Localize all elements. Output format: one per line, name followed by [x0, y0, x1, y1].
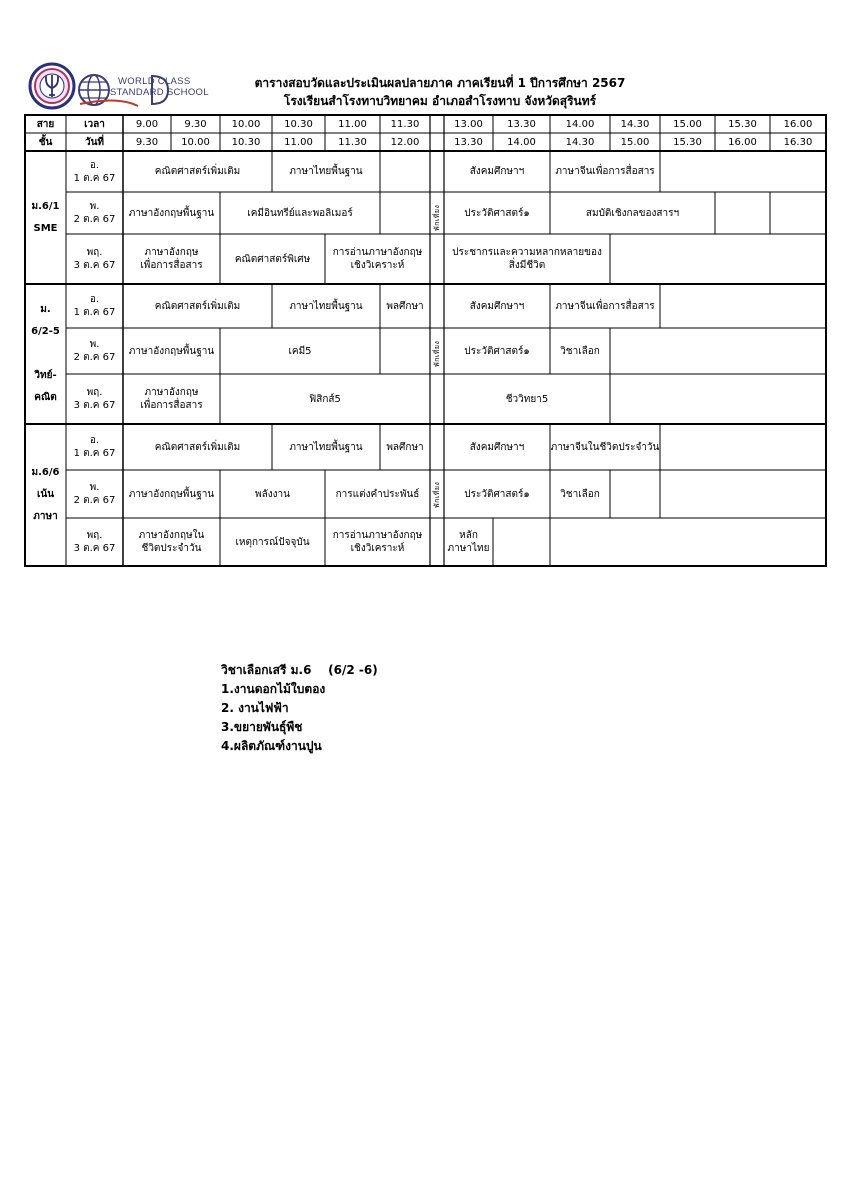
exam-cell [660, 151, 826, 192]
time-end: 14.00 [507, 136, 536, 148]
exam-cell: สังคมศึกษาฯ [469, 300, 525, 312]
exam-cell [610, 328, 826, 374]
time-end: 10.30 [231, 136, 261, 148]
day-date: 2 ต.ค 67 [73, 214, 116, 225]
logo-text-line2: STANDARD SCHOOL [110, 87, 209, 98]
day-name: พฤ. [86, 387, 103, 398]
exam-cell: ภาษาจีนในชีวิตประจำวัน [550, 441, 660, 453]
day-name: พฤ. [86, 247, 103, 258]
time-start: 14.30 [620, 118, 650, 130]
exam-cell: สังคมศึกษาฯ [469, 166, 525, 177]
day-cell [66, 192, 123, 234]
exam-cell: ภาษาอังกฤษ เพื่อการสื่อสาร [140, 247, 203, 271]
exam-cell: ประวัติศาสตร์๑ [464, 488, 530, 500]
header-time-label: เวลา [84, 118, 105, 130]
day-name: อ. [89, 435, 100, 446]
elective-item: 2. งานไฟฟ้า [221, 701, 289, 715]
day-cell [66, 470, 123, 518]
exam-cell: ภาษาอังกฤษใน ชีวิตประจำวัน [138, 530, 205, 554]
time-end: 12.00 [390, 136, 420, 148]
exam-cell: เหตุการณ์ปัจจุบัน [235, 536, 310, 548]
time-end: 9.30 [135, 136, 159, 148]
exam-cell [610, 234, 826, 284]
exam-cell: ภาษาไทยพื้นฐาน [289, 441, 363, 453]
elective-item: 4.ผลิตภัณฑ์งานปูน [221, 739, 322, 753]
exam-cell: หลัก ภาษาไทย [447, 530, 490, 554]
time-start: 13.00 [454, 118, 483, 130]
day-cell [66, 424, 123, 470]
exam-cell [660, 470, 826, 518]
time-start: 9.00 [135, 118, 159, 130]
exam-cell [380, 192, 430, 234]
day-name: พ. [89, 482, 100, 493]
exam-cell: การแต่งคำประพันธ์ [335, 488, 420, 500]
exam-cell [715, 192, 770, 234]
exam-cell: ภาษาจีนเพื่อการสื่อสาร [555, 166, 655, 177]
day-date: 2 ต.ค 67 [73, 495, 116, 506]
group-label: ม. 6/2-5 วิทย์- คณิต [31, 304, 60, 403]
logo-text-line1: WORLD CLASS [118, 76, 191, 87]
time-start: 10.00 [231, 118, 261, 130]
time-start: 14.00 [565, 118, 595, 130]
exam-cell: ภาษาอังกฤษพื้นฐาน [128, 207, 215, 219]
elective-item: 3.ขยายพันธุ์พืช [221, 720, 303, 734]
exam-cell: เคมี5 [288, 345, 312, 357]
day-cell [66, 328, 123, 374]
day-name: อ. [89, 294, 100, 305]
day-date: 3 ต.ค 67 [73, 260, 116, 271]
elective-heading: วิชาเลือกเสรี ม.6 (6/2 -6) [221, 663, 378, 677]
day-date: 1 ต.ค 67 [73, 448, 116, 459]
exam-cell [493, 518, 550, 566]
exam-cell: ภาษาจีนเพื่อการสื่อสาร [555, 300, 655, 312]
day-cell [66, 374, 123, 424]
time-end: 15.30 [673, 136, 702, 148]
exam-cell: การอ่านภาษาอังกฤษ เชิงวิเคราะห์ [332, 530, 423, 554]
exam-cell: การอ่านภาษาอังกฤษ เชิงวิเคราะห์ [332, 247, 423, 271]
exam-cell: พลศึกษา [386, 441, 424, 453]
elective-item: 1.งานดอกไม้ใบตอง [221, 682, 326, 696]
exam-cell [660, 284, 826, 328]
exam-cell: ประวัติศาสตร์๑ [464, 345, 530, 357]
exam-cell [660, 424, 826, 470]
day-cell [66, 234, 123, 284]
time-end: 14.30 [565, 136, 595, 148]
elective-notes [221, 661, 378, 756]
time-end: 16.00 [728, 136, 757, 148]
group-label: ม.6/1 SME [31, 200, 60, 234]
exam-cell: ภาษาไทยพื้นฐาน [289, 300, 363, 312]
exam-cell [770, 192, 826, 234]
time-end: 10.00 [181, 136, 210, 148]
exam-cell: คณิตศาสตร์เพิ่มเติม [154, 166, 241, 177]
exam-cell: ฟิสิกส์5 [309, 393, 341, 405]
day-name: พ. [89, 339, 100, 350]
time-start: 13.30 [507, 118, 536, 130]
exam-cell [380, 151, 430, 192]
lunch-break-label: พักเที่ยง [433, 204, 441, 231]
exam-cell: คณิตศาสตร์พิเศษ [234, 253, 311, 265]
exam-cell: ภาษาอังกฤษพื้นฐาน [128, 488, 215, 500]
exam-cell: ชีววิทยา5 [505, 393, 549, 405]
lunch-break-label: พักเที่ยง [433, 340, 441, 368]
time-start: 11.00 [338, 118, 367, 130]
exam-cell [550, 518, 826, 566]
day-date: 3 ต.ค 67 [73, 400, 116, 411]
time-end: 16.30 [783, 136, 813, 148]
exam-cell: ภาษาไทยพื้นฐาน [289, 166, 363, 177]
header-date-label: วันที่ [84, 136, 105, 148]
header-stream-label: สาย [36, 118, 55, 130]
exam-cell: พลังงาน [255, 488, 290, 500]
exam-cell: สังคมศึกษาฯ [469, 441, 525, 453]
time-end: 13.30 [454, 136, 483, 148]
exam-cell: ประวัติศาสตร์๑ [464, 207, 530, 219]
time-start: 16.00 [783, 118, 813, 130]
exam-cell: คณิตศาสตร์เพิ่มเติม [154, 300, 241, 312]
day-cell [66, 284, 123, 328]
exam-cell [380, 328, 430, 374]
day-name: อ. [89, 159, 100, 171]
header-class-label: ชั้น [38, 136, 53, 148]
day-date: 1 ต.ค 67 [73, 307, 116, 318]
exam-cell: ภาษาอังกฤษ เพื่อการสื่อสาร [140, 387, 203, 411]
day-cell [66, 518, 123, 566]
group-label: ม.6/6 เน้น ภาษา [31, 467, 60, 522]
day-date: 1 ต.ค 67 [73, 172, 116, 184]
exam-cell: คณิตศาสตร์เพิ่มเติม [154, 441, 241, 453]
exam-cell [610, 374, 826, 424]
exam-cell: สมบัติเชิงกลของสารฯ [585, 207, 680, 219]
day-name: พฤ. [86, 530, 103, 541]
exam-cell: วิชาเลือก [560, 345, 600, 357]
time-start: 10.30 [284, 118, 313, 130]
day-date: 3 ต.ค 67 [73, 543, 116, 554]
time-start: 15.00 [673, 118, 702, 130]
exam-cell: ภาษาอังกฤษพื้นฐาน [128, 345, 215, 357]
time-start: 15.30 [728, 118, 757, 130]
day-cell [66, 151, 123, 192]
time-end: 11.30 [338, 136, 367, 148]
day-date: 2 ต.ค 67 [73, 352, 116, 363]
lunch-break-label: พักเที่ยง [433, 481, 441, 509]
school-subtitle: โรงเรียนสำโรงทาบวิทยาคม อำเภอสำโรงทาบ จังหวัดสุรินทร์ [283, 94, 597, 108]
time-end: 11.00 [284, 136, 313, 148]
time-start: 9.30 [184, 118, 207, 130]
page-title: ตารางสอบวัดและประเมินผลปลายภาค ภาคเรียนที่ 1 ปีการศึกษา 2567 [254, 76, 626, 90]
exam-cell [610, 470, 660, 518]
time-start: 11.30 [390, 118, 420, 130]
time-end: 15.00 [620, 136, 650, 148]
exam-cell: วิชาเลือก [560, 488, 600, 500]
exam-cell: พลศึกษา [386, 300, 424, 312]
exam-cell: เคมีอินทรีย์และพอลิเมอร์ [247, 207, 353, 219]
exam-cell: ประชากรและความหลากหลายของ สิ่งมีชีวิต [452, 247, 602, 271]
day-name: พ. [89, 201, 100, 212]
